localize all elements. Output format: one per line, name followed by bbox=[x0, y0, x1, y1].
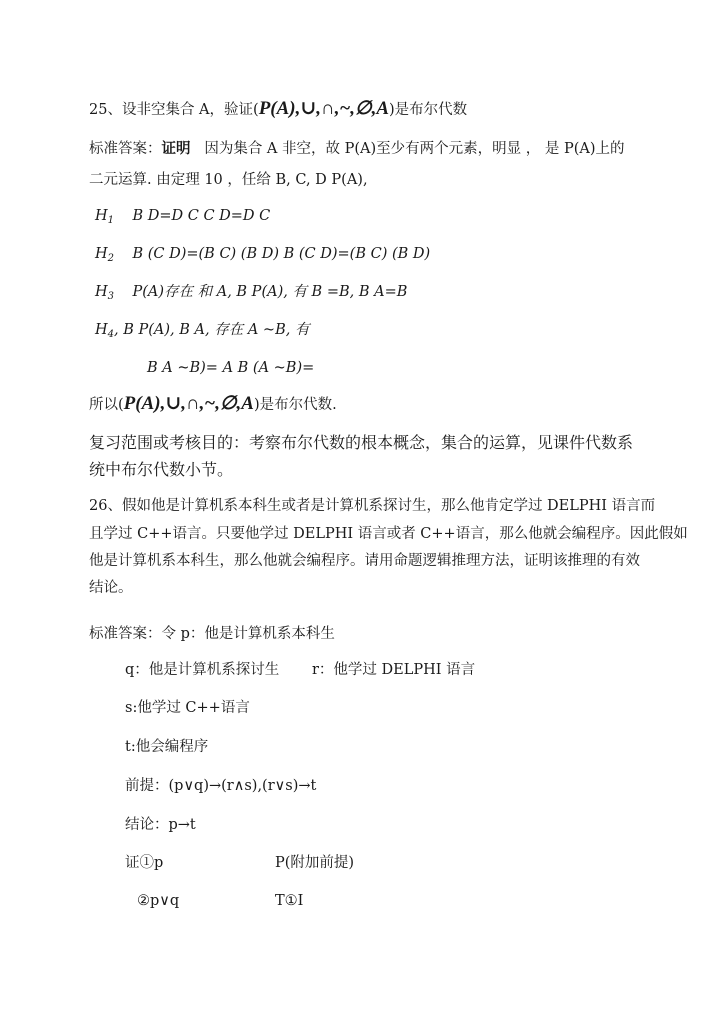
ans25-conclusion bbox=[89, 394, 337, 415]
h2-sub: 2 bbox=[107, 253, 115, 264]
h1-text: B D=D C C D=D C bbox=[132, 208, 271, 224]
h4-line2: B A ~B)= A B (A ~B)= bbox=[147, 360, 315, 376]
ans26-premise: 前提：(p∨q)→(r∧s),(r∨s)→t bbox=[125, 778, 317, 794]
h4-text: , B P(A), B A, 存在 A ~B, 有 bbox=[114, 322, 310, 338]
h3-line bbox=[95, 282, 407, 307]
h1-label: H bbox=[95, 208, 108, 224]
ans26-step1: 证①p bbox=[125, 855, 164, 871]
ans25-proof: 证明 bbox=[161, 140, 191, 157]
h1-line bbox=[95, 206, 270, 231]
q26-line3: 他是计算机系本科生，那么他就会编程序。请用命题逻辑推理方法，证明该推理的有效 bbox=[89, 553, 640, 569]
ans26-step1-reason: P(附加前提) bbox=[275, 855, 355, 871]
h4-label: H bbox=[95, 322, 108, 338]
ans26-s: s:他学过 C++语言 bbox=[125, 700, 250, 716]
q26-line2: 且学过 C++语言。只要他学过 DELPHI 语言或者 C++语言，那么他就会编程序。因此假如 bbox=[89, 526, 688, 542]
ans25-line1 bbox=[89, 139, 625, 159]
h3-sub: 3 bbox=[107, 291, 115, 302]
h2-label: H bbox=[95, 246, 108, 262]
ans26-q: q：他是计算机系探讨生 bbox=[125, 662, 280, 678]
ans26-t: t:他会编程序 bbox=[125, 739, 209, 755]
ans25-label: 标准答案： bbox=[89, 141, 162, 157]
ans25-line2: 二元运算. 由定理 10 ，任给 B, C, D P(A), bbox=[89, 172, 368, 188]
h4-line bbox=[95, 320, 309, 345]
q26-line4: 结论。 bbox=[89, 580, 133, 596]
q26-line1: 26、假如他是计算机系本科生或者是计算机系探讨生，那么他肯定学过 DELPHI 语言而 bbox=[89, 498, 656, 514]
concl-prefix: 所以( bbox=[89, 397, 124, 413]
h2-text: B (C D)=(B C) (B D) B (C D)=(B C) (B D) bbox=[132, 246, 431, 262]
q25-title bbox=[89, 99, 467, 120]
ans26-conclusion: 结论：p→t bbox=[125, 817, 196, 833]
h4-sub: 4 bbox=[107, 329, 115, 340]
q25-suffix: )是布尔代数 bbox=[389, 102, 468, 118]
ans26-p: 标准答案：令 p：他是计算机系本科生 bbox=[89, 626, 335, 642]
q25-prefix: 25、设非空集合 A，验证( bbox=[89, 102, 259, 118]
review25-line1: 复习范围或考核目的：考察布尔代数的根本概念，集合的运算，见课件代数系 bbox=[89, 433, 634, 452]
ans25-line1-text: 因为集合 A 非空，故 P(A)至少有两个元素，明显 ， 是 P(A)上的 bbox=[204, 141, 625, 157]
h1-sub: 1 bbox=[107, 215, 115, 226]
ans26-step2: ②p∨q bbox=[137, 893, 180, 909]
concl-formula: P(A),∪,∩,~,∅,A bbox=[123, 393, 254, 414]
review25-line2: 统中布尔代数小节。 bbox=[89, 460, 234, 479]
h3-text: P(A)存在 和 A, B P(A), 有 B =B, B A=B bbox=[132, 284, 408, 300]
ans26-step2-reason: T①I bbox=[275, 893, 304, 909]
h3-label: H bbox=[95, 284, 108, 300]
q25-formula: P(A),∪,∩,~,∅,A bbox=[258, 98, 389, 119]
concl-suffix: )是布尔代数. bbox=[253, 397, 337, 413]
ans26-r: r：他学过 DELPHI 语言 bbox=[312, 662, 476, 678]
h2-line bbox=[95, 244, 430, 269]
